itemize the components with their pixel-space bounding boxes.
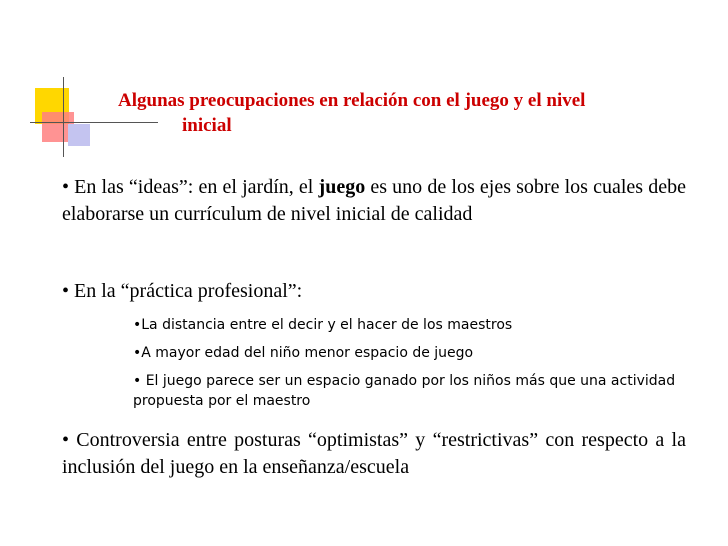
- bullet-ideas-suffix: es uno de los ejes sobre los cuales debe elaborarse un currículum de nivel inicial de calidad: [62, 176, 687, 225]
- sub-bullet-edad: •A mayor edad del niño menor espacio de juego: [133, 345, 474, 361]
- sub-bullet-distancia: •La distancia entre el decir y el hacer de los maestros: [133, 317, 513, 333]
- blue-square-decoration: [68, 124, 90, 146]
- slide-title-line1: Algunas preocupaciones en relación con el juego y el nivel: [118, 90, 586, 111]
- sub-bullet-espacio-ganado: • El juego parece ser un espacio ganado por los niños más que una actividad propuesta por el maestro: [133, 373, 676, 409]
- slide-logo-decoration: [0, 0, 120, 170]
- bullet-controversia: • Controversia entre posturas “optimistas” y “restrictivas” con respecto a la inclusión del juego en la enseñanza/escuela: [62, 429, 686, 478]
- vertical-line-decoration: [63, 77, 64, 157]
- bullet-ideas: [62, 174, 686, 228]
- bullet-ideas-prefix: • En las “ideas”: en el jardín, el: [62, 176, 319, 198]
- slide-title: [118, 88, 718, 138]
- slide-title-line2: inicial: [182, 115, 232, 136]
- bullet-ideas-bold: juego: [318, 176, 366, 198]
- bullet-practica: • En la “práctica profesional”:: [62, 280, 303, 302]
